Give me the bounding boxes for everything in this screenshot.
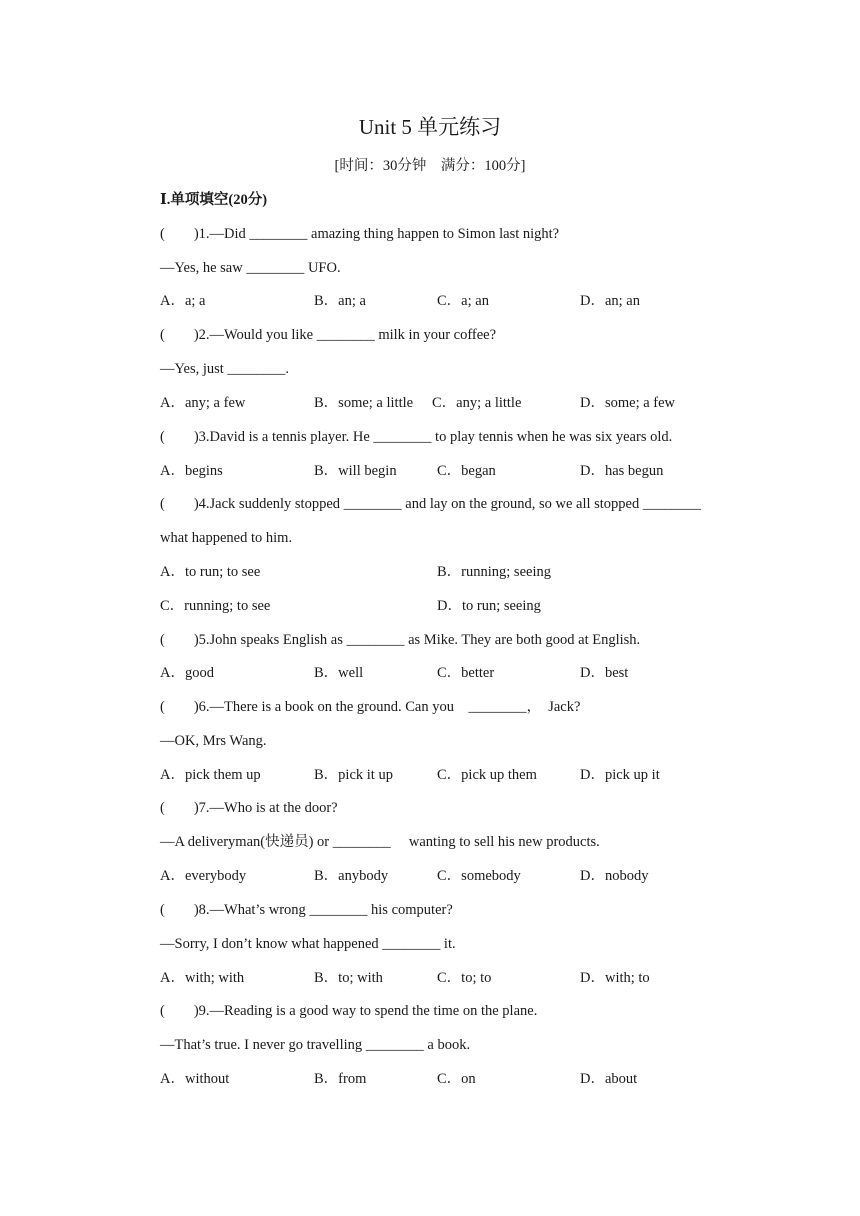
option-d: D．best xyxy=(580,665,629,681)
time-score-info: [时间：30分钟 满分：100分] xyxy=(334,158,526,174)
option-c: C．any; a little xyxy=(432,395,522,411)
option-b: B．running; seeing xyxy=(437,564,551,580)
question-9-stem: ( )9.—Reading is a good way to spend the time on the plane. xyxy=(160,1003,538,1019)
option-c: C．running; to see xyxy=(160,598,271,614)
option-d: D．pick up it xyxy=(580,767,660,783)
option-d: D．has begun xyxy=(580,463,664,479)
question-1-options xyxy=(160,289,760,313)
option-b: B．anybody xyxy=(314,868,389,884)
option-c: C．better xyxy=(437,665,495,681)
question-9-options xyxy=(160,1067,760,1091)
question-8-reply: —Sorry, I don’t know what happened ________ it. xyxy=(160,936,456,952)
option-b: B．to; with xyxy=(314,970,383,986)
question-1-stem: ( )1.—Did ________ amazing thing happen to Simon last night? xyxy=(160,226,560,242)
option-b: B．well xyxy=(314,665,364,681)
option-c: C．began xyxy=(437,463,496,479)
question-2-options xyxy=(160,391,760,415)
question-3-options xyxy=(160,459,760,483)
option-a: A．any; a few xyxy=(160,395,246,411)
option-d: D．nobody xyxy=(580,868,649,884)
option-a: A．everybody xyxy=(160,868,247,884)
question-9-reply: —That’s true. I never go travelling ________ a book. xyxy=(160,1037,471,1053)
option-a: A．with; with xyxy=(160,970,245,986)
question-7-options xyxy=(160,864,760,888)
option-b: B．some; a little xyxy=(314,395,414,411)
option-b: B．from xyxy=(314,1071,367,1087)
question-4-stem-continued: what happened to him. xyxy=(160,530,293,546)
option-d: D．with; to xyxy=(580,970,650,986)
question-6-stem: ( )6.—There is a book on the ground. Can you ________， Jack? xyxy=(160,699,581,715)
question-6-options xyxy=(160,763,760,787)
option-a: A．pick them up xyxy=(160,767,261,783)
option-a: A．without xyxy=(160,1071,230,1087)
question-5-stem: ( )5.John speaks English as ________ as Mike. They are both good at English. xyxy=(160,632,641,648)
option-c: C．on xyxy=(437,1071,476,1087)
question-7-stem: ( )7.—Who is at the door? xyxy=(160,800,338,816)
option-d: D．about xyxy=(580,1071,638,1087)
question-4-stem: ( )4.Jack suddenly stopped ________ and lay on the ground, so we all stopped ________ xyxy=(160,496,701,512)
option-c: C．pick up them xyxy=(437,767,537,783)
question-8-stem: ( )8.—What’s wrong ________ his computer? xyxy=(160,902,453,918)
option-d: D．an; an xyxy=(580,293,640,309)
question-2-reply: —Yes, just ________. xyxy=(160,361,290,377)
question-8-options xyxy=(160,966,760,990)
option-a: A．good xyxy=(160,665,214,681)
question-2-stem: ( )2.—Would you like ________ milk in your coffee? xyxy=(160,327,497,343)
question-4-options-row-2 xyxy=(160,594,760,618)
option-c: C．a; an xyxy=(437,293,489,309)
option-a: A．to run; to see xyxy=(160,564,261,580)
option-a: A．begins xyxy=(160,463,223,479)
question-1-reply: —Yes, he saw ________ UFO. xyxy=(160,260,341,276)
option-b: B．will begin xyxy=(314,463,397,479)
option-b: B．an; a xyxy=(314,293,366,309)
question-5-options xyxy=(160,661,760,685)
question-3-stem: ( )3.David is a tennis player. He ________ to play tennis when he was six years old. xyxy=(160,429,673,445)
option-c: C．somebody xyxy=(437,868,521,884)
section-heading: Ⅰ.单项填空(20分) xyxy=(160,192,268,208)
page-title: Unit 5 单元练习 xyxy=(358,115,502,139)
question-4-options-row-1 xyxy=(160,560,760,584)
option-d: D．some; a few xyxy=(580,395,676,411)
option-a: A．a; a xyxy=(160,293,206,309)
option-b: B．pick it up xyxy=(314,767,393,783)
option-d: D．to run; seeing xyxy=(437,598,541,614)
question-6-reply: —OK, Mrs Wang. xyxy=(160,733,267,749)
question-7-reply: —A deliveryman(快递员) or ________ wanting to sell his new products. xyxy=(160,834,600,850)
option-c: C．to; to xyxy=(437,970,492,986)
